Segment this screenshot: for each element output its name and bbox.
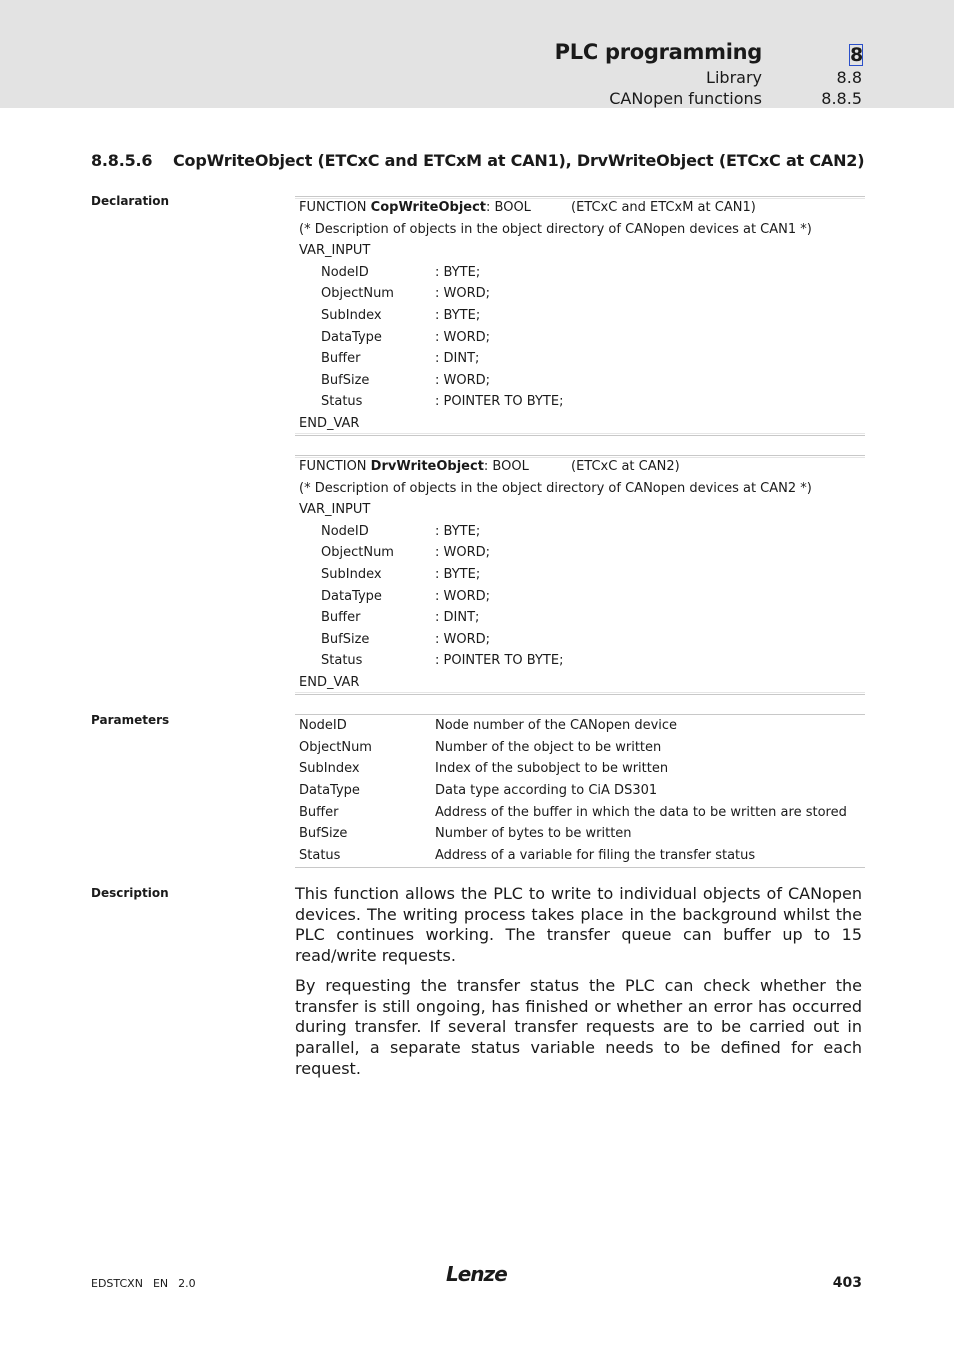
parameter-row: DataType Data type according to CiA DS301 xyxy=(299,783,658,799)
var-row: ObjectNum : WORD; xyxy=(321,286,491,302)
section-number: 8.8.5.6 xyxy=(91,151,153,170)
parameters-table xyxy=(295,714,865,868)
header-subsubsection-title: CANopen functions xyxy=(609,89,762,108)
var-row: BufSize : WORD; xyxy=(321,372,491,388)
function-signature: FUNCTION CopWriteObject: BOOL (ETCxC and ETCxM at CAN1) xyxy=(295,197,865,219)
parameter-row: Status Address of a variable for filing the transfer status xyxy=(299,848,756,864)
function-scope: (ETCxC and ETCxM at CAN1) xyxy=(571,200,756,215)
var-row: DataType : WORD; xyxy=(321,329,491,345)
var-row: Buffer : DINT; xyxy=(321,610,480,626)
parameter-row: BufSize Number of bytes to be written xyxy=(299,826,632,842)
end-var-keyword: END_VAR xyxy=(299,415,360,431)
function-name: CopWriteObject xyxy=(370,200,487,215)
declaration-block-drvwriteobject xyxy=(295,455,865,695)
var-row: Status : POINTER TO BYTE; xyxy=(321,394,564,410)
var-row: BufSize : WORD; xyxy=(321,631,491,647)
doc-version: 2.0 xyxy=(178,1277,196,1290)
end-var-keyword: END_VAR xyxy=(299,674,360,690)
parameters-label: Parameters xyxy=(91,713,170,727)
var-row: SubIndex : BYTE; xyxy=(321,307,481,323)
parameter-row: NodeID Node number of the CANopen device xyxy=(299,718,678,733)
var-row: DataType : WORD; xyxy=(321,588,491,604)
var-row: SubIndex : BYTE; xyxy=(321,566,481,582)
doc-id: EDSTCXN xyxy=(91,1277,143,1290)
header-subsection-title: Library xyxy=(706,68,762,87)
var-row: Status : POINTER TO BYTE; xyxy=(321,653,564,669)
section-heading xyxy=(91,151,891,170)
description-text xyxy=(295,884,862,1088)
lenze-logo: Lenze xyxy=(446,1262,507,1286)
parameter-row: SubIndex Index of the subobject to be written xyxy=(299,761,669,777)
parameter-row: Buffer Address of the buffer in which the data to be written are stored xyxy=(299,804,847,820)
var-input-keyword: VAR_INPUT xyxy=(299,243,371,259)
section-title: CopWriteObject (ETCxC and ETCxM at CAN1), DrvWriteObject (ETCxC at CAN2) xyxy=(173,151,865,170)
parameter-row: ObjectNum Number of the object to be written xyxy=(299,739,662,755)
header-subsection-number: 8.8 xyxy=(836,68,862,87)
var-row: NodeID : BYTE; xyxy=(321,523,481,539)
description-paragraph: By requesting the transfer status the PLC can check whether the transfer is still ongoing, has finished or whether an error has occurred during transfer. If several transfer requests are to be carried out in parallel, a separate status variable needs to be defined for each request. xyxy=(295,975,862,1078)
header-title: PLC programming xyxy=(554,40,762,64)
header-subsubsection-number: 8.8.5 xyxy=(821,89,862,108)
function-signature: FUNCTION DrvWriteObject: BOOL (ETCxC at CAN2) xyxy=(295,456,865,478)
function-scope: (ETCxC at CAN2) xyxy=(571,459,680,474)
doc-language: EN xyxy=(152,1277,169,1290)
declaration-block-copwriteobject xyxy=(295,196,865,436)
var-row: ObjectNum : WORD; xyxy=(321,545,491,561)
page-number: 403 xyxy=(832,1275,862,1291)
function-name: DrvWriteObject xyxy=(370,459,484,474)
chapter-number-link[interactable]: 8 xyxy=(850,44,864,66)
var-row: NodeID : BYTE; xyxy=(321,264,481,280)
function-comment: (* Description of objects in the object directory of CANopen devices at CAN2 *) xyxy=(299,480,812,496)
description-paragraph: This function allows the PLC to write to individual objects of CANopen devices. The writing process takes place in the background whilst the PLC continues working. The transfer queue can buffer up to 15 read/write requests. xyxy=(295,884,862,966)
function-comment: (* Description of objects in the object directory of CANopen devices at CAN1 *) xyxy=(299,221,812,237)
declaration-label: Declaration xyxy=(91,194,170,208)
var-input-keyword: VAR_INPUT xyxy=(299,502,371,518)
footer-doc-info xyxy=(91,1277,206,1290)
page-header xyxy=(0,0,954,108)
var-row: Buffer : DINT; xyxy=(321,351,480,367)
description-label: Description xyxy=(91,886,169,900)
